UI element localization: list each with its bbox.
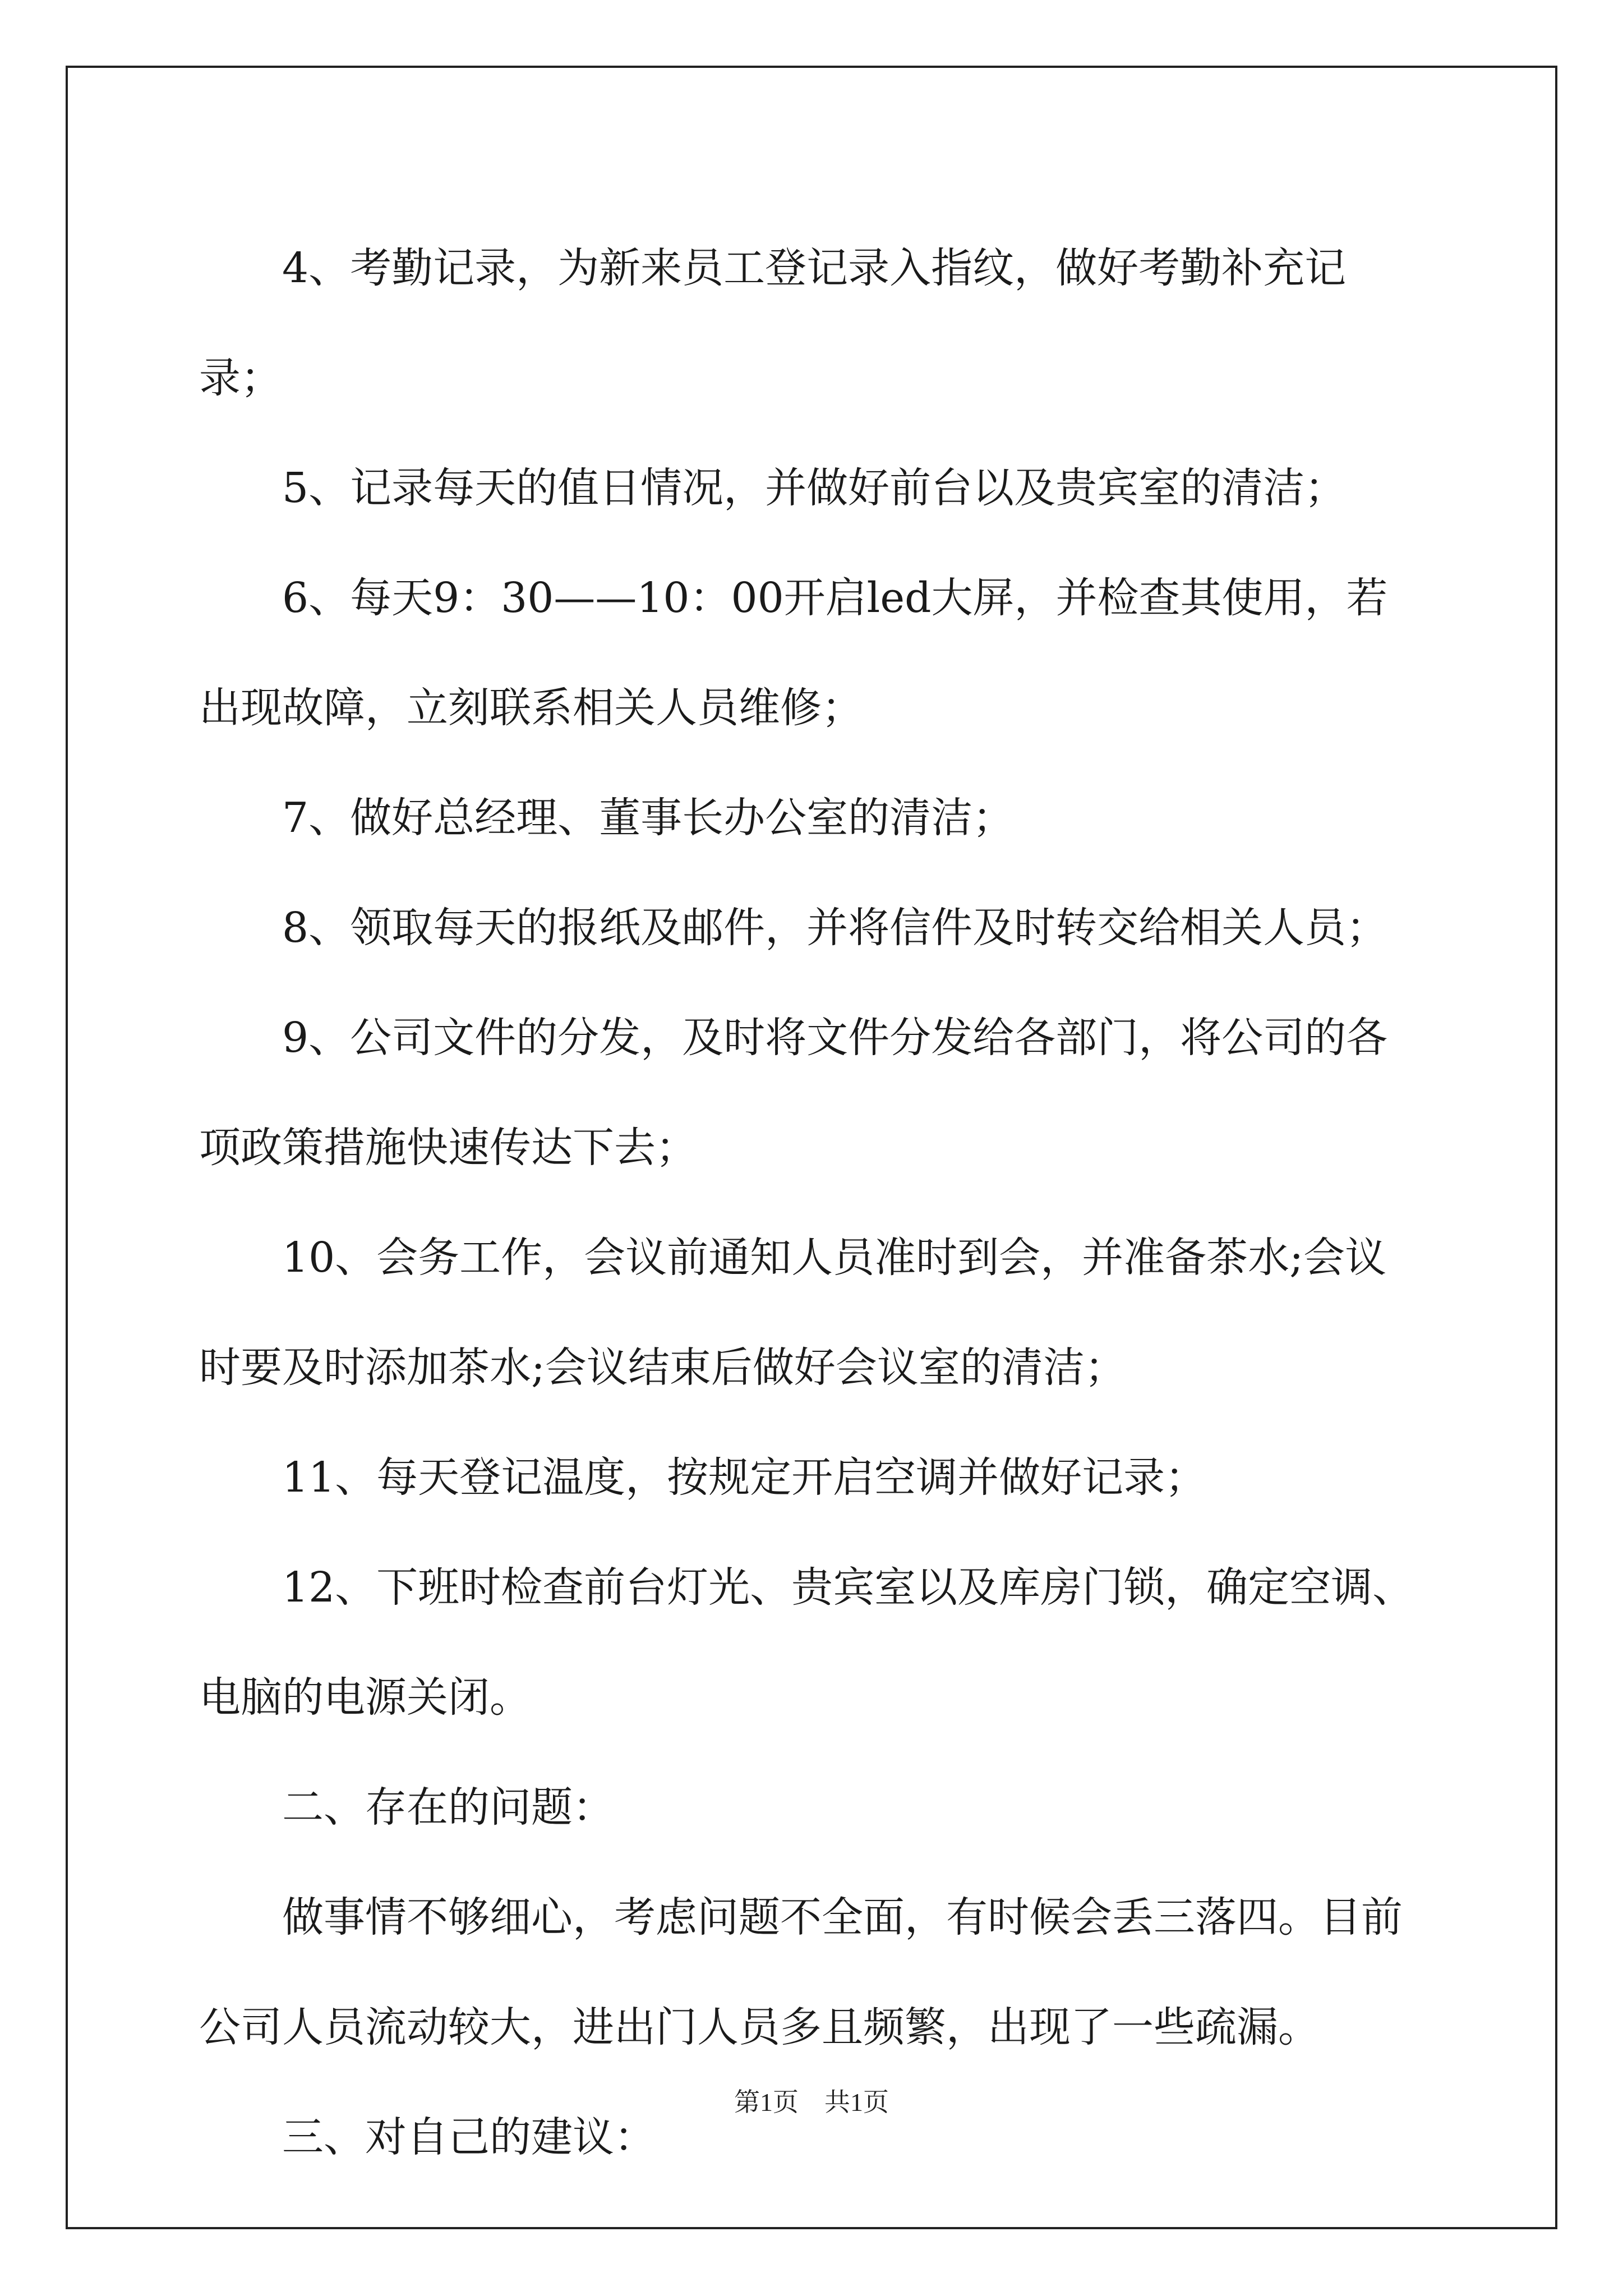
paragraph-item-8: 8、领取每天的报纸及邮件，并将信件及时转交给相关人员； <box>282 904 1388 952</box>
paragraph-problems-body: 做事情不够细心，考虑问题不全面，有时候会丢三落四。目前公司人员流动较大，进出门人员多且频繁，出现了一些疏漏。 <box>199 1893 1403 2051</box>
document-body <box>199 213 1427 2192</box>
paragraph-item-10: 10、会务工作，会议前通知人员准时到会，并准备茶水;会议时要及时添加茶水;会议结束后做好会议室的清洁； <box>199 1234 1387 1392</box>
section-heading-problems: 二、存在的问题： <box>282 1783 614 1832</box>
paragraph-item-4: 4、考勤记录，为新来员工登记录入指纹，做好考勤补充记录； <box>199 244 1347 402</box>
paragraph-item-9: 9、公司文件的分发，及时将文件分发给各部门，将公司的各项政策措施快速传达下去； <box>199 1014 1388 1172</box>
paragraph-item-12: 12、下班时检查前台灯光、贵宾室以及库房门锁，确定空调、电脑的电源关闭。 <box>199 1563 1414 1722</box>
page-footer <box>0 2086 1623 2119</box>
section-heading-suggestions: 三、对自己的建议： <box>282 2113 656 2161</box>
page-number-label: 第1页 共1页 <box>734 2088 889 2116</box>
paragraph-item-6: 6、每天9：30——10：00开启led大屏，并检查其使用，若出现故障，立刻联系相关人员维修； <box>199 574 1388 732</box>
paragraph-item-7: 7、做好总经理、董事长办公室的清洁； <box>282 794 1015 842</box>
paragraph-item-5: 5、记录每天的值日情况，并做好前台以及贵宾室的清洁； <box>282 464 1347 512</box>
paragraph-item-11: 11、每天登记温度，按规定开启空调并做好记录； <box>282 1453 1207 1502</box>
